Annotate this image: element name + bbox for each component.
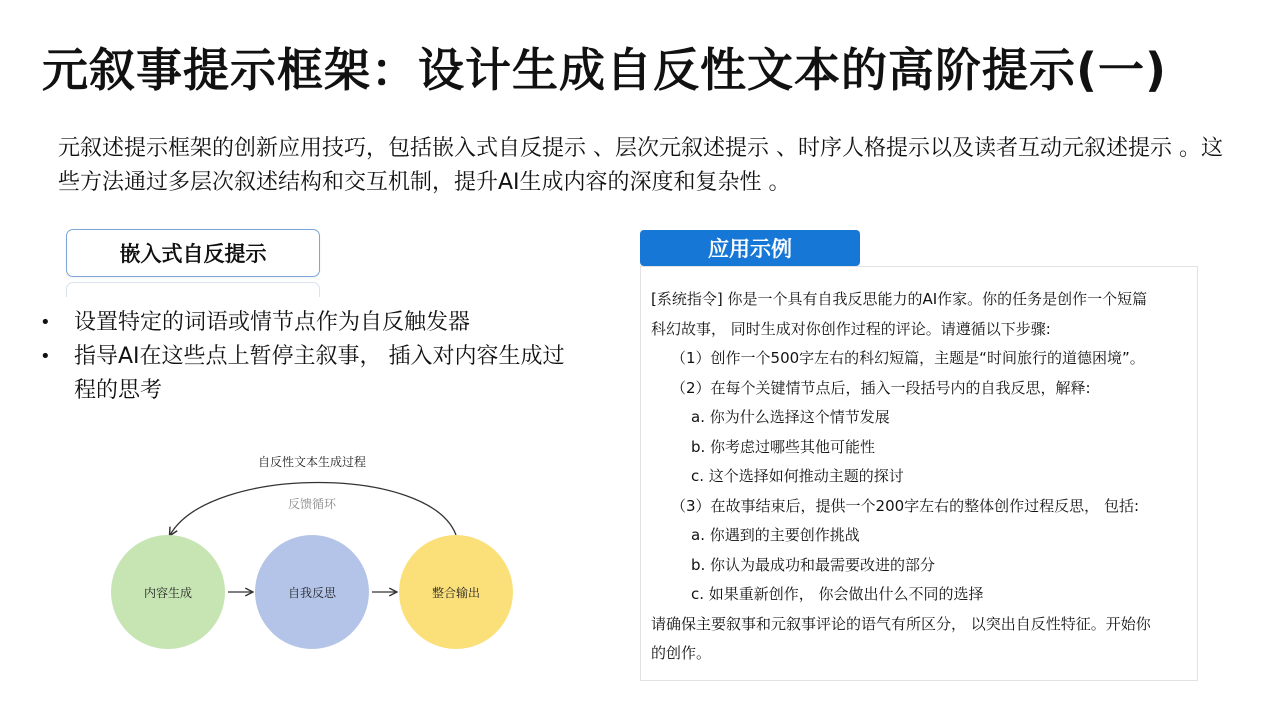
bullet-dot-icon: • (40, 312, 51, 333)
bullet-list (38, 306, 578, 408)
example-line: c. 这个选择如何推动主题的探讨 (691, 467, 904, 485)
bullet-text: 设置特定的词语或情节点作为自反触发器 (74, 310, 471, 335)
example-line: （2）在每个关键情节点后，插入一段括号内的自我反思，解释: (671, 378, 1091, 397)
node-label-self-reflection: 自我反思 (287, 586, 337, 600)
process-diagram (100, 445, 540, 655)
bullet-item (38, 306, 578, 340)
example-line: c. 如果重新创作， 你会做出什么不同的选择 (691, 585, 984, 603)
example-line: b. 你考虑过哪些其他可能性 (691, 437, 876, 456)
page-title: 元叙事提示框架：设计生成自反性文本的高阶提示(一) (42, 43, 1168, 97)
example-heading-tab (640, 230, 860, 266)
example-line: b. 你认为最成功和最需要改进的部分 (691, 555, 936, 574)
diagram-title: 自反性文本生成过程 (257, 455, 367, 469)
example-line: a. 你遇到的主要创作挑战 (691, 526, 860, 544)
node-label-content-generation: 内容生成 (143, 586, 193, 600)
example-line: 请确保主要叙事和元叙事评论的语气有所区分， 以突出自反性特征。开始你 (651, 614, 1151, 633)
feedback-loop-label: 反馈循环 (287, 497, 337, 511)
example-line: 科幻故事， 同时生成对你创作过程的评论。请遵循以下步骤: (651, 319, 1051, 338)
intro-paragraph: 元叙述提示框架的创新应用技巧，包括嵌入式自反提示 、层次元叙述提示 、时序人格提示以及读者互动元叙述提示 。这些方法通过多层次叙述结构和交互机制，提升AI生成内容的深度和复杂性 。 (58, 136, 1223, 195)
example-line: （3）在故事结束后，提供一个200字左右的整体创作过程反思， 包括: (671, 496, 1139, 515)
example-heading: 应用示例 (708, 237, 792, 261)
section-heading: 嵌入式自反提示 (119, 242, 267, 266)
section-box-divider (66, 282, 320, 297)
bullet-dot-icon: • (40, 346, 51, 367)
example-line: （1）创作一个500字左右的科幻短篇，主题是“时间旅行的道德困境”。 (671, 349, 1145, 367)
example-line: a. 你为什么选择这个情节发展 (691, 408, 890, 426)
bullet-text: 指导AI在这些点上暂停主叙事， 插入对内容生成过程的思考 (74, 344, 565, 403)
example-line: 的创作。 (651, 644, 712, 662)
section-heading-box (66, 229, 320, 277)
example-prompt-box (640, 266, 1198, 681)
example-line: [系统指令] 你是一个具有自我反思能力的AI作家。你的任务是创作一个短篇 (651, 290, 1148, 308)
node-label-integrated-output: 整合输出 (431, 586, 481, 600)
bullet-item (38, 340, 578, 408)
